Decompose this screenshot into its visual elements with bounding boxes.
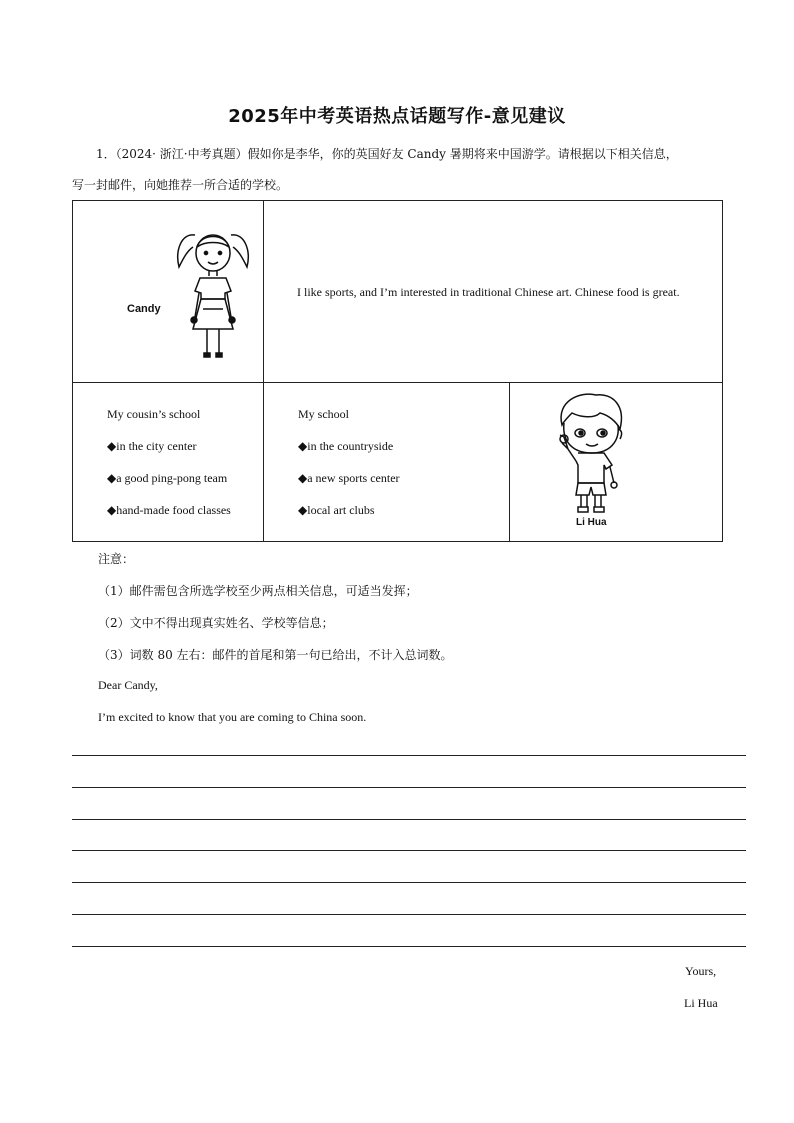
writing-line[interactable] <box>72 787 746 788</box>
list-item: ◆local art clubs <box>298 503 375 517</box>
candy-description-cell <box>264 201 723 383</box>
page-title: 2025年中考英语热点话题写作-意见建议 <box>228 106 566 127</box>
note-item: （3）词数 80 左右：邮件的首尾和第一句已给出，不计入总词数。 <box>98 648 453 662</box>
writing-line[interactable] <box>72 819 746 820</box>
writing-line[interactable] <box>72 755 746 756</box>
letter-signature: Li Hua <box>684 996 718 1010</box>
lihua-label: Li Hua <box>576 517 607 528</box>
my-school-heading: My school <box>298 407 349 421</box>
letter-greeting: Dear Candy, <box>98 678 158 692</box>
note-item: （2）文中不得出现真实姓名、学校等信息； <box>98 616 334 630</box>
letter-first-sentence: I’m excited to know that you are coming to China soon. <box>98 710 367 724</box>
question-line-2: 写一封邮件，向她推荐一所合适的学校。 <box>72 178 289 192</box>
writing-line[interactable] <box>72 946 746 947</box>
list-item: ◆in the countryside <box>298 439 394 453</box>
cousin-school-heading: My cousin’s school <box>107 407 201 421</box>
info-table <box>72 200 723 542</box>
writing-line[interactable] <box>72 882 746 883</box>
candy-description: I like sports, and I’m interested in traditional Chinese art. Chinese food is great. <box>297 285 680 299</box>
list-item: ◆a new sports center <box>298 471 400 485</box>
candy-girl-illustration <box>173 221 253 363</box>
writing-line[interactable] <box>72 914 746 915</box>
candy-picture-cell <box>73 201 264 383</box>
candy-label: Candy <box>127 303 161 315</box>
letter-closing: Yours, <box>685 964 717 978</box>
list-item: ◆hand-made food classes <box>107 503 231 517</box>
list-item: ◆in the city center <box>107 439 197 453</box>
lihua-picture-cell <box>510 383 723 542</box>
writing-line[interactable] <box>72 850 746 851</box>
lihua-boy-illustration <box>550 391 632 515</box>
my-school-cell <box>264 383 510 542</box>
list-item: ◆a good ping-pong team <box>107 471 228 485</box>
question-line-1: 1．（2024· 浙江·中考真题）假如你是李华，你的英国好友 Candy 暑期将来中国游学。请根据以下相关信息， <box>96 147 678 161</box>
note-item: （1）邮件需包含所选学校至少两点相关信息，可适当发挥； <box>98 584 418 598</box>
cousin-school-cell <box>73 383 264 542</box>
notes-heading: 注意： <box>98 552 135 566</box>
